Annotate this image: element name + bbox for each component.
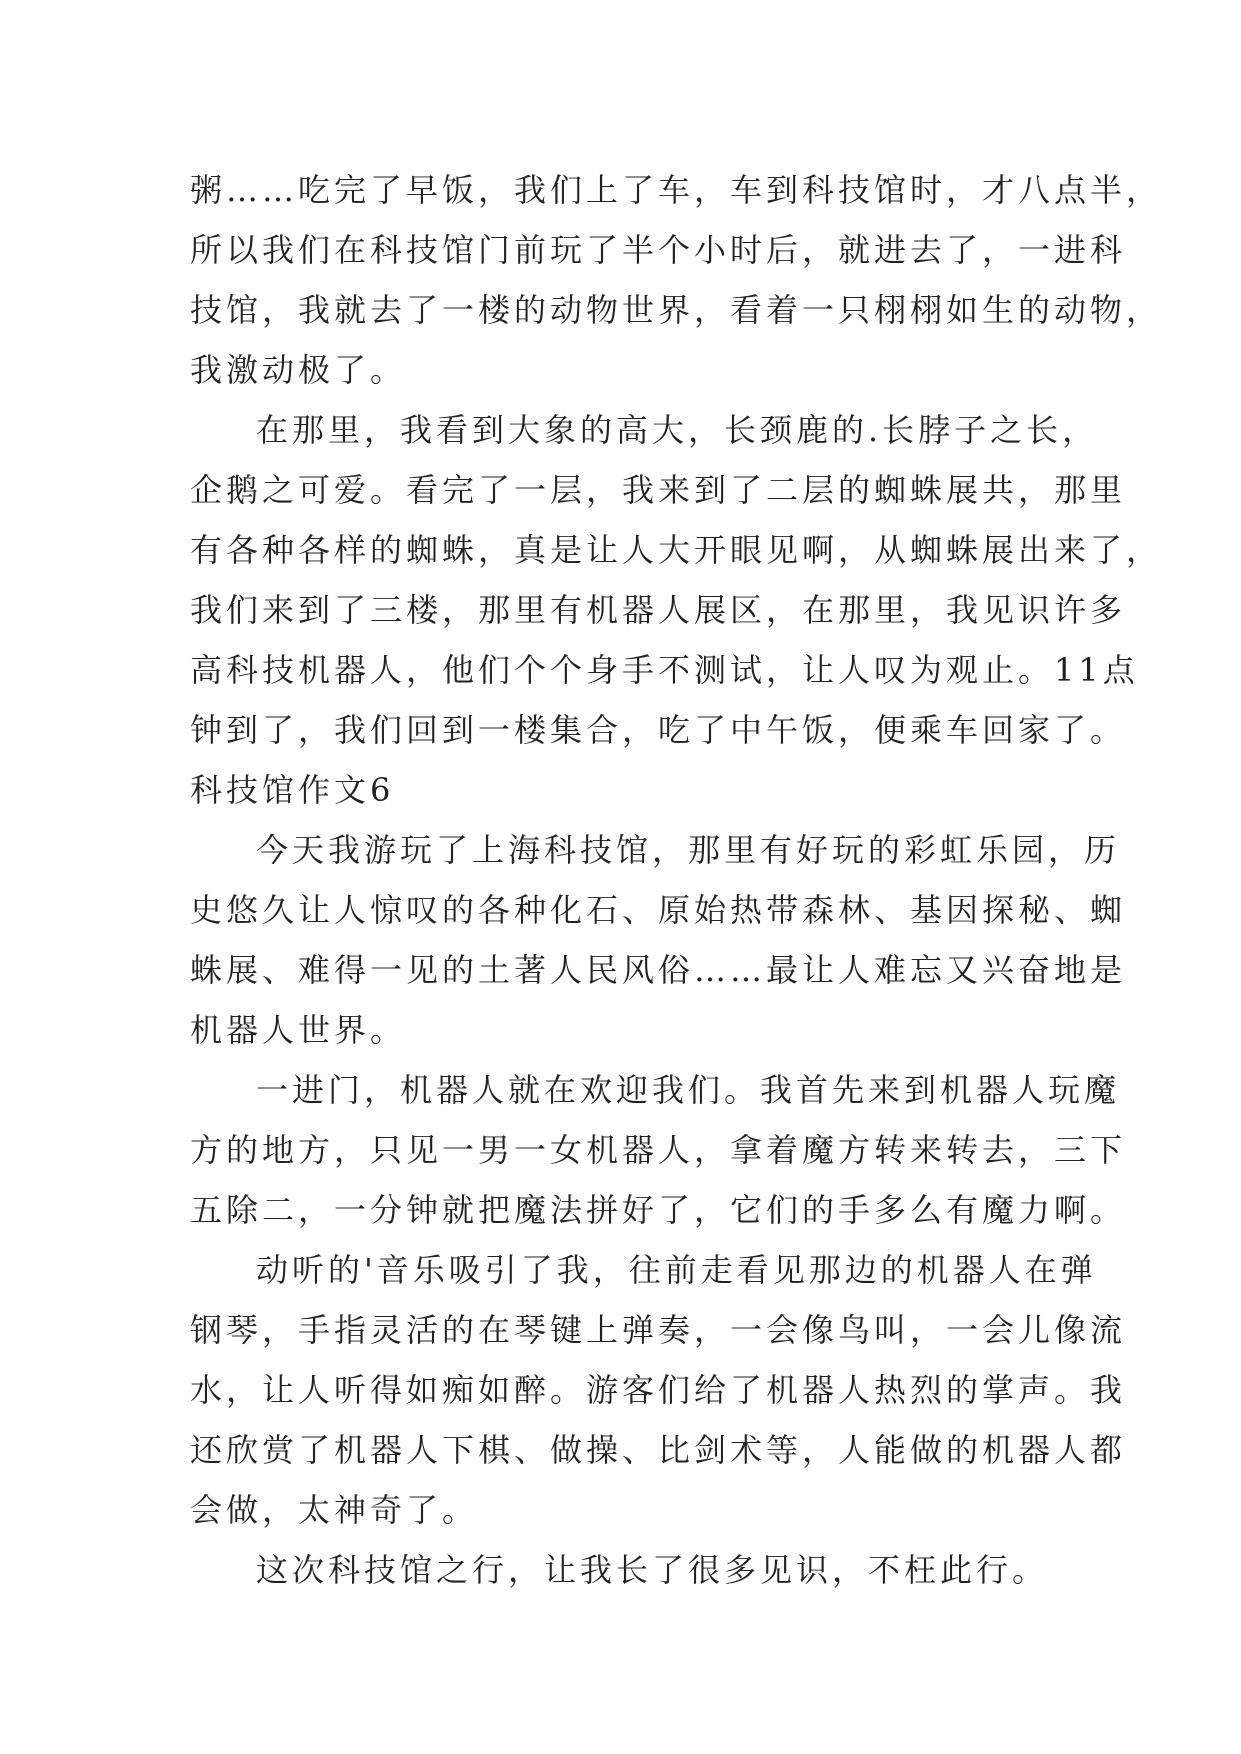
text-line: 技馆，我就去了一楼的动物世界，看着一只栩栩如生的动物， <box>190 291 1163 329</box>
text-line: 粥……吃完了早饭，我们上了车，车到科技馆时，才八点半， <box>190 171 1163 209</box>
text-line: 还欣赏了机器人下棋、做操、比剑术等，人能做的机器人都 <box>190 1431 1127 1469</box>
text-line: 钟到了，我们回到一楼集合，吃了中午饭，便乘车回家了。 <box>190 711 1127 749</box>
text-line: 会做，太神奇了。 <box>190 1491 479 1529</box>
text-line: 所以我们在科技馆门前玩了半个小时后，就进去了，一进科 <box>190 231 1127 269</box>
text-line: 机器人世界。 <box>190 1011 407 1049</box>
text-line: 高科技机器人，他们个个身手不测试，让人叹为观止。11点 <box>190 651 1139 689</box>
text-line: 钢琴，手指灵活的在琴键上弹奏，一会像鸟叫，一会儿像流 <box>190 1311 1127 1349</box>
text-line: 我激动极了。 <box>190 351 407 389</box>
paragraph-first-line: 今天我游玩了上海科技馆，那里有好玩的彩虹乐园，历 <box>256 831 1121 869</box>
paragraph-first-line: 一进门，机器人就在欢迎我们。我首先来到机器人玩魔 <box>256 1071 1121 1109</box>
text-line: 史悠久让人惊叹的各种化石、原始热带森林、基因探秘、蜘 <box>190 891 1127 929</box>
paragraph-first-line: 动听的'音乐吸引了我，往前走看见那边的机器人在弹 <box>256 1251 1097 1289</box>
text-line: 有各种各样的蜘蛛，真是让人大开眼见啊，从蜘蛛展出来了， <box>190 531 1163 569</box>
section-heading: 科技馆作文6 <box>190 771 395 809</box>
text-line: 企鹅之可爱。看完了一层，我来到了二层的蜘蛛展共，那里 <box>190 471 1127 509</box>
paragraph-first-line: 在那里，我看到大象的高大，长颈鹿的.长脖子之长， <box>256 411 1099 449</box>
text-line: 五除二，一分钟就把魔法拼好了，它们的手多么有魔力啊。 <box>190 1191 1127 1229</box>
paragraph-first-line: 这次科技馆之行，让我长了很多见识，不枉此行。 <box>256 1551 1049 1589</box>
text-line: 方的地方，只见一男一女机器人，拿着魔方转来转去，三下 <box>190 1131 1127 1169</box>
text-line: 我们来到了三楼，那里有机器人展区，在那里，我见识许多 <box>190 591 1127 629</box>
text-line: 水，让人听得如痴如醉。游客们给了机器人热烈的掌声。我 <box>190 1371 1127 1409</box>
text-line: 蛛展、难得一见的土著人民风俗……最让人难忘又兴奋地是 <box>190 951 1127 989</box>
